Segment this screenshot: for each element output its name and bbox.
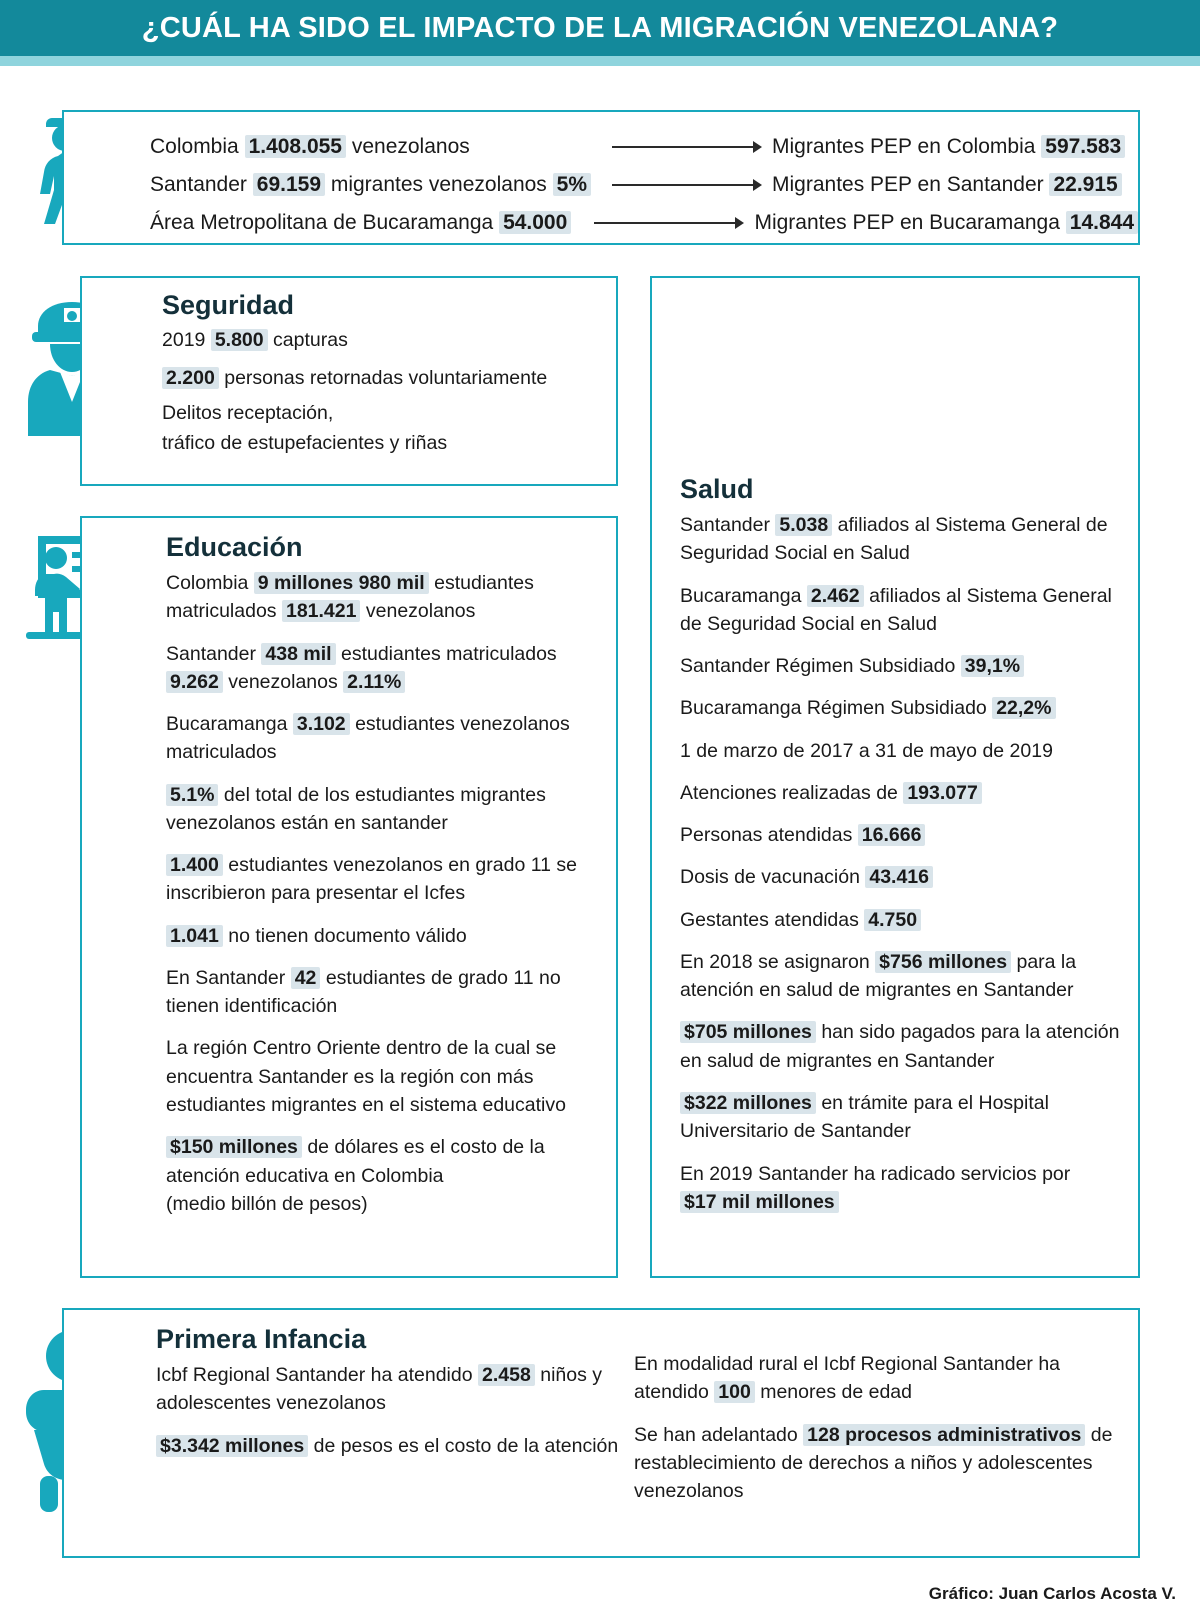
educacion-p3-post: estudiantes venezolanos matriculados xyxy=(166,713,570,764)
educacion-p2-value3: 2.11% xyxy=(343,671,405,693)
salud-p4-value: 22,2% xyxy=(992,697,1055,719)
seguridad-line-1 xyxy=(162,327,602,355)
top-row-right-value: 22.915 xyxy=(1049,173,1121,196)
salud-p6-value: 193.077 xyxy=(903,782,982,804)
infancia-r1-post: menores de edad xyxy=(760,1381,912,1404)
salud-para-10 xyxy=(680,948,1122,1005)
top-row-right-value: 14.844 xyxy=(1066,211,1138,234)
salud-p13-pre: En 2019 Santander ha radicado servicios por xyxy=(680,1162,1071,1185)
salud-p12-value: $322 millones xyxy=(680,1092,816,1114)
salud-p12-post: en trámite para el Hospital Universitario de Santander xyxy=(680,1091,1049,1143)
educacion-p5-post: estudiantes venezolanos en grado 11 se inscribieron para presentar el Icfes xyxy=(166,854,577,905)
top-stats-panel xyxy=(62,110,1140,245)
top-row-right-pre: Migrantes PEP en Bucaramanga xyxy=(754,211,1060,234)
seguridad-title: Seguridad xyxy=(162,290,295,320)
salud-content xyxy=(652,278,1138,1216)
infancia-l1-post: niños y adolescentes venezolanos xyxy=(156,1364,603,1415)
salud-para-5: 1 de marzo de 2017 a 31 de mayo de 2019 xyxy=(680,739,1053,762)
educacion-p1-post: venezolanos xyxy=(365,600,476,623)
salud-p2-post: afiliados al Sistema General de Seguridad Social en Salud xyxy=(680,584,1112,635)
infancia-para-2 xyxy=(156,1432,626,1460)
seguridad-l1-value: 5.800 xyxy=(211,329,268,351)
infancia-left-column xyxy=(156,1324,626,1474)
infancia-l2-value: $3.342 millones xyxy=(156,1435,308,1457)
educacion-para-8: La región Centro Oriente dentro de la cual se encuentra Santander es la región con más estudiantes migrantes en el sistema educativo xyxy=(166,1037,566,1116)
salud-para-12 xyxy=(680,1089,1122,1146)
page-header xyxy=(0,0,1200,56)
infancia-para-3 xyxy=(634,1350,1124,1407)
salud-p11-value: $705 millones xyxy=(680,1021,816,1043)
seguridad-panel xyxy=(80,276,618,486)
salud-para-4 xyxy=(680,694,1122,722)
top-row-right xyxy=(754,211,1138,235)
seguridad-l1-pre: 2019 xyxy=(162,329,206,351)
educacion-para-2 xyxy=(166,640,596,697)
infancia-para-4 xyxy=(634,1421,1124,1506)
salud-p3-pre: Santander Régimen Subsidiado xyxy=(680,655,956,678)
educacion-para-1 xyxy=(166,569,596,626)
salud-panel xyxy=(650,276,1140,1278)
salud-p4-pre: Bucaramanga Régimen Subsidiado xyxy=(680,697,987,720)
top-row-left-pre: Santander xyxy=(150,173,247,196)
salud-para-7 xyxy=(680,821,1122,849)
educacion-p7-post: estudiantes de grado 11 no tienen identificación xyxy=(166,966,561,1018)
primera-infancia-panel xyxy=(62,1308,1140,1558)
salud-p11-post: han sido pagados para la atención en salud de migrantes en Santander xyxy=(680,1021,1120,1072)
infancia-l1-value: 2.458 xyxy=(478,1364,535,1386)
salud-para-1 xyxy=(680,511,1122,568)
salud-p10-pre: En 2018 se asignaron xyxy=(680,950,870,973)
educacion-p1-pre: Colombia xyxy=(166,572,249,594)
educacion-p6-value: 1.041 xyxy=(166,925,223,947)
educacion-content xyxy=(82,518,616,1218)
top-row-santander xyxy=(150,166,1138,204)
top-stats-rows xyxy=(64,112,1138,242)
top-row-left xyxy=(150,135,612,159)
top-row-left-percent: 5% xyxy=(553,173,591,196)
top-row-right xyxy=(772,173,1122,197)
educacion-p3-value: 3.102 xyxy=(293,713,350,735)
salud-p2-value: 2.462 xyxy=(807,585,864,607)
salud-p10-value: $756 millones xyxy=(875,951,1011,973)
educacion-para-9 xyxy=(166,1133,596,1218)
seguridad-line-3: Delitos receptación, xyxy=(162,402,334,425)
salud-p13-value: $17 mil millones xyxy=(680,1191,839,1213)
top-row-left-pre: Área Metropolitana de Bucaramanga xyxy=(150,211,494,234)
educacion-p2-pre: Santander xyxy=(166,642,256,665)
educacion-para-5 xyxy=(166,851,596,908)
infancia-l2-post: de pesos es el costo de la atención xyxy=(313,1434,619,1457)
salud-p9-value: 4.750 xyxy=(864,909,921,931)
arrow-icon xyxy=(594,217,744,229)
infancia-r2-value: 128 procesos administrativos xyxy=(803,1424,1085,1446)
page-title: ¿CUÁL HA SIDO EL IMPACTO DE LA MIGRACIÓN VENEZOLANA? xyxy=(141,11,1059,44)
top-row-left-pre: Colombia xyxy=(150,135,239,158)
educacion-title: Educación xyxy=(166,532,303,562)
seguridad-content xyxy=(82,278,616,458)
salud-para-11 xyxy=(680,1018,1122,1075)
top-row-right xyxy=(772,135,1125,159)
salud-p7-value: 16.666 xyxy=(858,824,926,846)
top-row-bucaramanga xyxy=(150,204,1138,242)
top-row-left-value: 54.000 xyxy=(499,211,571,234)
educacion-p2-mid2: venezolanos xyxy=(228,670,338,693)
seguridad-l2-post: personas retornadas voluntariamente xyxy=(224,366,548,389)
top-row-left xyxy=(150,173,612,197)
seguridad-l1-post: capturas xyxy=(273,329,348,351)
educacion-p2-value2: 9.262 xyxy=(166,671,223,693)
infancia-r2-post: de restablecimiento de derechos a niños y adolescentes venezolanos xyxy=(634,1423,1113,1503)
credit-text: Gráfico: Juan Carlos Acosta V. xyxy=(928,1584,1176,1603)
top-row-left-post: venezolanos xyxy=(351,135,470,158)
salud-p8-pre: Dosis de vacunación xyxy=(680,866,860,889)
salud-para-2 xyxy=(680,582,1122,639)
infancia-r1-pre: En modalidad rural el Icbf Regional Santander ha atendido xyxy=(634,1353,1061,1404)
educacion-p1-value2: 181.421 xyxy=(282,600,361,622)
educacion-p9-note: (medio billón de pesos) xyxy=(166,1192,368,1215)
educacion-para-7 xyxy=(166,964,596,1021)
top-row-right-pre: Migrantes PEP en Colombia xyxy=(772,135,1036,158)
top-row-right-value: 597.583 xyxy=(1041,135,1125,158)
salud-title: Salud xyxy=(680,474,754,504)
salud-para-13 xyxy=(680,1160,1122,1217)
salud-p9-pre: Gestantes atendidas xyxy=(680,908,859,931)
educacion-p4-post: del total de los estudiantes migrantes venezolanos están en santander xyxy=(166,783,546,834)
infancia-right-column xyxy=(634,1350,1124,1519)
educacion-para-4 xyxy=(166,781,596,838)
educacion-p2-value: 438 mil xyxy=(261,643,335,665)
salud-p10-post: para la atención en salud de migrantes en Santander xyxy=(680,950,1077,1002)
educacion-p4-value: 5.1% xyxy=(166,784,218,806)
infancia-r2-pre: Se han adelantado xyxy=(634,1423,798,1446)
educacion-p2-mid: estudiantes matriculados xyxy=(340,642,557,665)
educacion-p1-mid: estudiantes matriculados xyxy=(166,572,534,623)
top-row-right-pre: Migrantes PEP en Santander xyxy=(772,173,1044,196)
salud-p7-pre: Personas atendidas xyxy=(680,824,853,847)
salud-p1-post: afiliados al Sistema General de Seguridad Social en Salud xyxy=(680,514,1108,565)
salud-para-3 xyxy=(680,652,1122,680)
top-row-colombia xyxy=(150,128,1138,166)
salud-p2-pre: Bucaramanga xyxy=(680,584,802,607)
salud-p1-pre: Santander xyxy=(680,514,770,536)
seguridad-l2-value: 2.200 xyxy=(162,367,219,389)
educacion-p3-pre: Bucaramanga xyxy=(166,713,288,736)
educacion-para-3 xyxy=(166,710,596,767)
arrow-icon xyxy=(612,141,762,153)
header-accent-strip xyxy=(0,56,1200,66)
seguridad-line-2 xyxy=(162,365,602,393)
salud-p8-value: 43.416 xyxy=(865,866,933,888)
salud-para-8 xyxy=(680,863,1122,891)
arrow-icon xyxy=(612,179,762,191)
educacion-p6-post: no tienen documento válido xyxy=(228,924,467,947)
top-row-left xyxy=(150,211,594,235)
salud-p3-value: 39,1% xyxy=(961,655,1024,677)
top-row-left-post: migrantes venezolanos xyxy=(330,173,547,196)
educacion-para-6 xyxy=(166,922,596,950)
infancia-r1-value: 100 xyxy=(714,1381,755,1403)
infancia-para-1 xyxy=(156,1361,626,1418)
educacion-p7-value: 42 xyxy=(291,967,321,989)
top-row-left-value: 1.408.055 xyxy=(245,135,346,158)
seguridad-line-4: tráfico de estupefacientes y riñas xyxy=(162,432,448,455)
educacion-p9-value: $150 millones xyxy=(166,1136,302,1158)
salud-p6-pre: Atenciones realizadas de xyxy=(680,781,898,804)
salud-para-6 xyxy=(680,779,1122,807)
educacion-panel xyxy=(80,516,618,1278)
infancia-l1-pre: Icbf Regional Santander ha atendido xyxy=(156,1364,473,1386)
infancia-title: Primera Infancia xyxy=(156,1324,367,1354)
salud-para-9 xyxy=(680,906,1122,934)
top-row-left-value: 69.159 xyxy=(253,173,325,196)
educacion-p5-value: 1.400 xyxy=(166,854,223,876)
educacion-p7-pre: En Santander xyxy=(166,966,286,989)
educacion-p9-post: de dólares es el costo de la atención educativa en Colombia xyxy=(166,1136,545,1187)
salud-p1-value: 5.038 xyxy=(775,514,832,536)
educacion-p1-value: 9 millones 980 mil xyxy=(254,572,429,594)
